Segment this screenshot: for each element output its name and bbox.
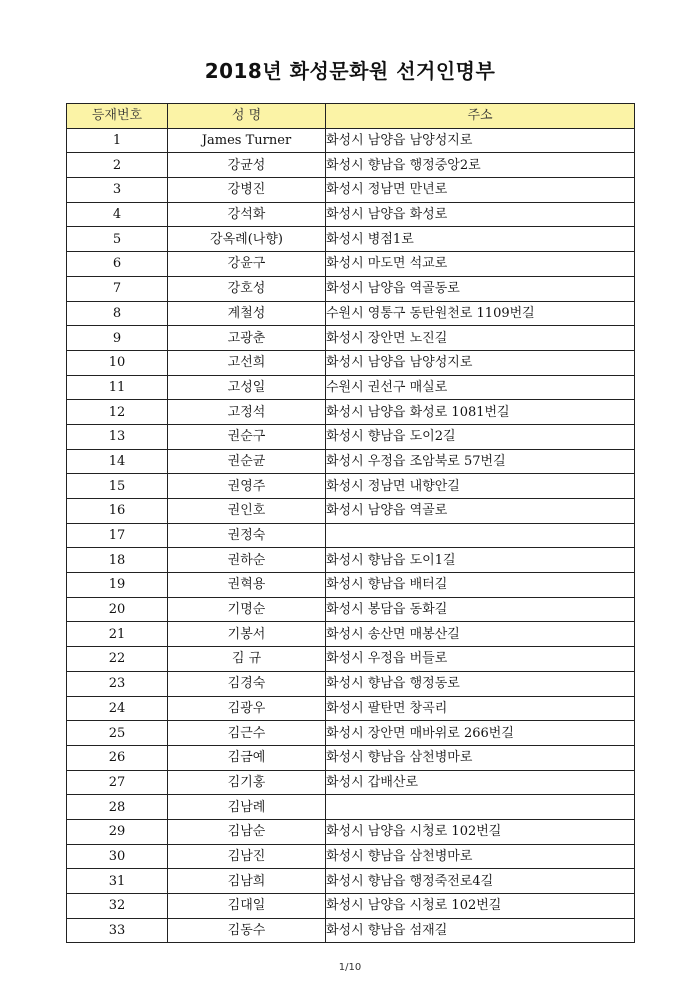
table-row	[67, 301, 635, 326]
cell-name: 김기홍	[168, 770, 326, 795]
cell-number: 18	[67, 548, 168, 573]
cell-address: 수원시 권선구 매실로	[326, 375, 635, 400]
table-row	[67, 597, 635, 622]
cell-number: 31	[67, 869, 168, 894]
cell-name: 김금예	[168, 745, 326, 770]
cell-address: 화성시 향남읍 배터길	[326, 573, 635, 598]
table-row	[67, 400, 635, 425]
cell-address: 화성시 팔탄면 창곡리	[326, 696, 635, 721]
table-row	[67, 622, 635, 647]
page-number: 1/10	[338, 962, 362, 973]
cell-address: 화성시 향남읍 삼천병마로	[326, 844, 635, 869]
cell-name: 권순균	[168, 449, 326, 474]
table-row	[67, 795, 635, 820]
cell-number: 17	[67, 523, 168, 548]
table-row	[67, 276, 635, 301]
cell-number: 6	[67, 252, 168, 277]
table-row	[67, 424, 635, 449]
cell-name: 김남진	[168, 844, 326, 869]
cell-address: 화성시 향남읍 삼천병마로	[326, 745, 635, 770]
column-header-address: 주소	[326, 104, 635, 129]
table-row	[67, 227, 635, 252]
table-row	[67, 375, 635, 400]
table-row	[67, 770, 635, 795]
cell-address	[326, 795, 635, 820]
table-row	[67, 548, 635, 573]
cell-address: 화성시 향남읍 도이2길	[326, 424, 635, 449]
table-row	[67, 819, 635, 844]
cell-name: 권혁용	[168, 573, 326, 598]
cell-name: 권인호	[168, 499, 326, 524]
cell-address: 화성시 장안면 매바위로 266번길	[326, 721, 635, 746]
cell-name: 기명순	[168, 597, 326, 622]
cell-name: 김남순	[168, 819, 326, 844]
table-row	[67, 918, 635, 943]
cell-number: 16	[67, 499, 168, 524]
cell-number: 1	[67, 128, 168, 153]
cell-number: 3	[67, 178, 168, 203]
table-row	[67, 647, 635, 672]
cell-name: 강윤구	[168, 252, 326, 277]
cell-address: 화성시 우정읍 조암북로 57번길	[326, 449, 635, 474]
cell-address	[326, 523, 635, 548]
cell-number: 12	[67, 400, 168, 425]
cell-number: 2	[67, 153, 168, 178]
cell-address: 화성시 남양읍 남양성지로	[326, 128, 635, 153]
cell-name: 강호성	[168, 276, 326, 301]
cell-address: 화성시 장안면 노진길	[326, 326, 635, 351]
table-row	[67, 671, 635, 696]
table-row	[67, 499, 635, 524]
table-row	[67, 745, 635, 770]
table-row	[67, 894, 635, 919]
column-header-name: 성 명	[168, 104, 326, 129]
cell-number: 10	[67, 350, 168, 375]
cell-address: 화성시 마도면 석교로	[326, 252, 635, 277]
table-row	[67, 573, 635, 598]
table-row	[67, 252, 635, 277]
cell-address: 화성시 병점1로	[326, 227, 635, 252]
cell-number: 25	[67, 721, 168, 746]
cell-name: 계철성	[168, 301, 326, 326]
cell-name: 권정숙	[168, 523, 326, 548]
cell-address: 화성시 향남읍 행정중앙2로	[326, 153, 635, 178]
cell-number: 29	[67, 819, 168, 844]
cell-name: 김남희	[168, 869, 326, 894]
cell-number: 15	[67, 474, 168, 499]
column-header-number: 등재번호	[67, 104, 168, 129]
cell-number: 20	[67, 597, 168, 622]
cell-number: 5	[67, 227, 168, 252]
cell-address: 화성시 남양읍 역골로	[326, 499, 635, 524]
table-row	[67, 721, 635, 746]
table-row	[67, 350, 635, 375]
cell-address: 화성시 정남면 내향안길	[326, 474, 635, 499]
cell-address: 화성시 봉담읍 동화길	[326, 597, 635, 622]
cell-number: 11	[67, 375, 168, 400]
cell-address: 화성시 남양읍 남양성지로	[326, 350, 635, 375]
cell-name: 고정석	[168, 400, 326, 425]
table-row	[67, 523, 635, 548]
cell-address: 화성시 정남면 만년로	[326, 178, 635, 203]
cell-name: 김광우	[168, 696, 326, 721]
cell-number: 32	[67, 894, 168, 919]
cell-number: 19	[67, 573, 168, 598]
cell-name: 강병진	[168, 178, 326, 203]
cell-number: 26	[67, 745, 168, 770]
cell-name: James Turner	[168, 128, 326, 153]
cell-name: 강석화	[168, 202, 326, 227]
table-body	[67, 128, 635, 943]
cell-address: 화성시 갑배산로	[326, 770, 635, 795]
cell-address: 화성시 향남읍 행정죽전로4길	[326, 869, 635, 894]
cell-address: 화성시 남양읍 화성로	[326, 202, 635, 227]
cell-address: 수원시 영통구 동탄원천로 1109번길	[326, 301, 635, 326]
cell-name: 권하순	[168, 548, 326, 573]
cell-name: 기봉서	[168, 622, 326, 647]
table-row	[67, 202, 635, 227]
cell-address: 화성시 향남읍 도이1길	[326, 548, 635, 573]
voter-roster-table	[66, 103, 635, 943]
cell-name: 고선희	[168, 350, 326, 375]
cell-address: 화성시 향남읍 섬재길	[326, 918, 635, 943]
table-row	[67, 869, 635, 894]
cell-number: 4	[67, 202, 168, 227]
table-row	[67, 153, 635, 178]
cell-number: 22	[67, 647, 168, 672]
cell-name: 김동수	[168, 918, 326, 943]
cell-number: 24	[67, 696, 168, 721]
cell-address: 화성시 송산면 매봉산길	[326, 622, 635, 647]
cell-name: 고성일	[168, 375, 326, 400]
cell-name: 권영주	[168, 474, 326, 499]
cell-address: 화성시 우정읍 버들로	[326, 647, 635, 672]
cell-name: 김근수	[168, 721, 326, 746]
table-row	[67, 326, 635, 351]
table-row	[67, 449, 635, 474]
table-row	[67, 696, 635, 721]
cell-number: 21	[67, 622, 168, 647]
cell-address: 화성시 남양읍 화성로 1081번길	[326, 400, 635, 425]
cell-name: 김남례	[168, 795, 326, 820]
table-header-row	[67, 104, 635, 129]
table-row	[67, 178, 635, 203]
cell-number: 23	[67, 671, 168, 696]
cell-name: 김 규	[168, 647, 326, 672]
cell-number: 27	[67, 770, 168, 795]
cell-number: 14	[67, 449, 168, 474]
table-row	[67, 474, 635, 499]
cell-number: 7	[67, 276, 168, 301]
cell-number: 33	[67, 918, 168, 943]
cell-name: 강균성	[168, 153, 326, 178]
cell-number: 9	[67, 326, 168, 351]
cell-number: 13	[67, 424, 168, 449]
cell-number: 30	[67, 844, 168, 869]
cell-name: 고광춘	[168, 326, 326, 351]
cell-address: 화성시 향남읍 행정동로	[326, 671, 635, 696]
cell-address: 화성시 남양읍 시청로 102번길	[326, 819, 635, 844]
cell-number: 28	[67, 795, 168, 820]
cell-name: 김경숙	[168, 671, 326, 696]
cell-name: 권순구	[168, 424, 326, 449]
table-row	[67, 128, 635, 153]
cell-address: 화성시 남양읍 시청로 102번길	[326, 894, 635, 919]
table-row	[67, 844, 635, 869]
cell-number: 8	[67, 301, 168, 326]
cell-name: 강옥례(나향)	[168, 227, 326, 252]
cell-address: 화성시 남양읍 역골동로	[326, 276, 635, 301]
document-title: 2018년 화성문화원 선거인명부	[204, 59, 496, 83]
cell-name: 김대일	[168, 894, 326, 919]
